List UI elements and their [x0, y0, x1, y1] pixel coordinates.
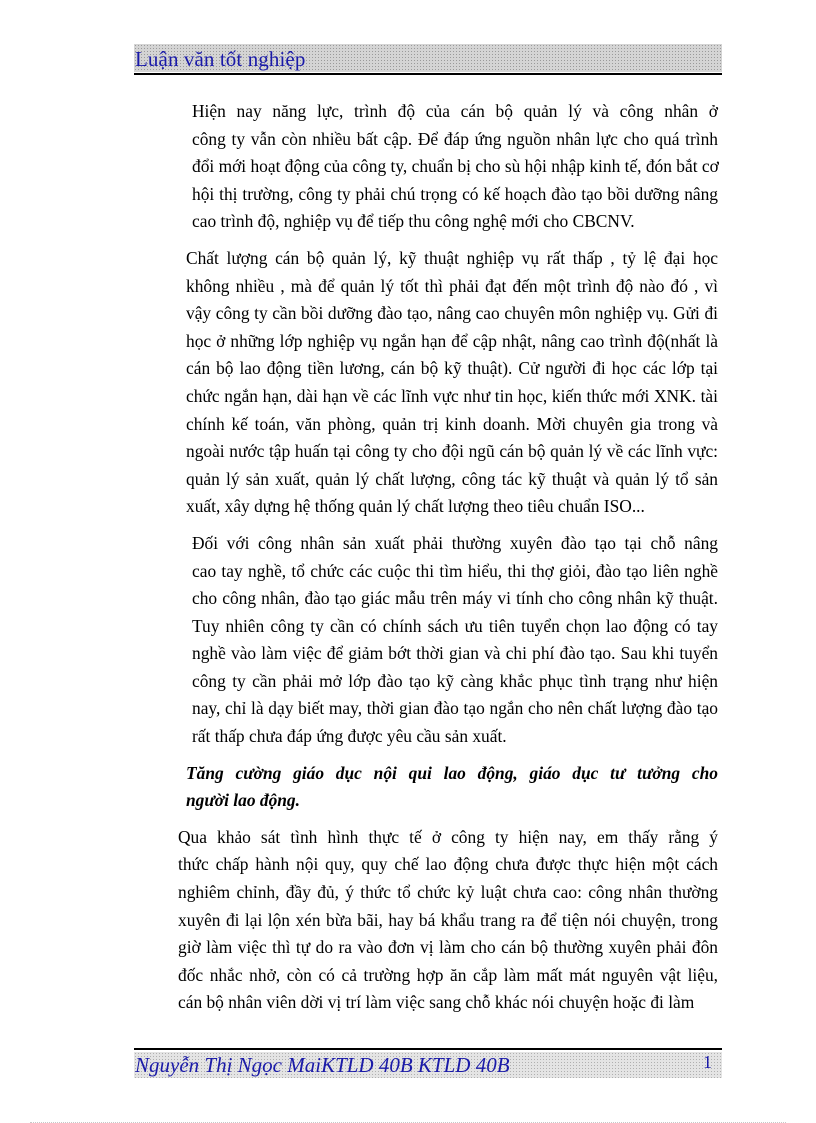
text-line: chức ngắn hạn, dài hạn về các lĩnh vực như tin học, kiến thức mới XNK. tài — [186, 385, 718, 406]
document-title: Luận văn tốt nghiệp — [135, 47, 306, 71]
text-line: nghề vào làm việc để giảm bớt thời gian và chi phí đào tạo. Sau khi tuyển — [192, 643, 718, 664]
text-line: Hiện nay năng lực, trình độ của cán bộ quản lý và công nhân ở — [192, 101, 718, 121]
heading-line: người lao động. — [186, 790, 300, 811]
footer-author: Nguyễn Thị Ngọc MaiKTLD 40B KTLD 40B — [135, 1053, 510, 1077]
text-line: cao trình độ, nghiệp vụ để tiếp thu công nghệ mới cho CBCNV. — [192, 211, 635, 232]
text-line: học ở những lớp nghiệp vụ ngắn hạn để cập nhật, nâng cao trình độ(nhất là — [186, 330, 718, 351]
heading-line: Tăng cường giáo dục nội qui lao động, giáo dục tư tưởng cho — [186, 762, 718, 783]
page-footer — [134, 1052, 722, 1078]
page-header — [134, 44, 722, 72]
text-line: đốc nhắc nhở, còn có cả trường hợp ăn cắp làm mất mát nguyên vật liệu, — [178, 964, 718, 985]
text-line: cao tay nghề, tổ chức các cuộc thi tìm hiểu, thi thợ giỏi, đào tạo liên nghề — [192, 560, 718, 581]
section-heading — [136, 760, 718, 815]
body-text — [136, 98, 718, 1026]
paragraph-4 — [136, 824, 718, 1017]
text-line: cán bộ lao động tiền lương, cán bộ kỹ thuật). Cử người đi học các lớp tại — [186, 358, 718, 379]
text-line: xuyên đi lại lộn xén bừa bãi, hay bá khẩu trang ra để tiện nói chuyện, trong — [178, 909, 718, 930]
footer-rule — [134, 1048, 722, 1050]
text-line: không nhiều , mà để quản lý tốt thì phải đạt đến một trình độ nào đó , vì — [186, 275, 718, 296]
text-line: cho công nhân, đào tạo giác mẫu trên máy vi tính cho công nhân kỹ thuật. — [192, 588, 718, 609]
text-line: xuất, xây dựng hệ thống quản lý chất lượng theo tiêu chuẩn ISO... — [186, 496, 645, 517]
text-line: công ty vẫn còn nhiều bất cập. Để đáp ứng nguồn nhân lực cho quá trình — [192, 128, 718, 149]
text-line: Đối với công nhân sản xuất phải thường xuyên đào tạo tại chỗ nâng — [192, 532, 718, 553]
text-line: đổi mới hoạt động của công ty, chuẩn bị cho sù hội nhập kinh tế, đón bắt cơ — [192, 156, 719, 177]
text-line: công ty cần phải mở lớp đào tạo kỹ càng khắc phục tình trạng như hiện — [192, 670, 718, 691]
paragraph-1 — [136, 98, 718, 236]
text-line: quản lý sản xuất, quản lý chất lượng, công tác kỹ thuật và quản lý tổ sản — [186, 468, 718, 489]
text-line: Tuy nhiên công ty cần có chính sách ưu tiên tuyển chọn lao động có tay — [192, 615, 718, 636]
text-line: rất thấp chưa đáp ứng được yêu cầu sản xuất. — [192, 726, 507, 747]
text-line: chính kế toán, văn phòng, quản trị kinh doanh. Mời chuyên gia trong và — [186, 413, 718, 434]
header-rule — [134, 73, 722, 75]
page-number: 1 — [703, 1052, 712, 1072]
text-line: Qua khảo sát tình hình thực tế ở công ty hiện nay, em thấy rằng ý — [178, 826, 718, 847]
text-line: cán bộ nhân viên dời vị trí làm việc sang chỗ khác nói chuyện hoặc đi làm — [178, 992, 695, 1013]
text-line: ngoài nước tập huấn tại công ty cho đội ngũ cán bộ quản lý về các lĩnh vực: — [186, 441, 718, 462]
text-line: vậy công ty cần bồi dưỡng đào tạo, nâng cao chuyên môn nghiệp vụ. Gửi đi — [186, 303, 718, 324]
text-line: giờ làm việc thì tự do ra vào đơn vị làm cho cán bộ thường xuyên phải đôn — [178, 937, 718, 958]
text-line: Chất lượng cán bộ quản lý, kỹ thuật nghiệp vụ rất thấp , tỷ lệ đại học — [186, 247, 718, 268]
paragraph-2 — [136, 245, 718, 521]
text-line: thức chấp hành nội quy, quy chế lao động chưa được thực hiện một cách — [178, 854, 718, 875]
text-line: nghiêm chỉnh, đầy đủ, ý thức tổ chức kỷ luật chưa cao: công nhân thường — [178, 882, 718, 903]
paragraph-3 — [136, 530, 718, 751]
text-line: hội thị trường, công ty phải chú trọng có kế hoạch đào tạo bồi dưỡng nâng — [192, 183, 718, 204]
text-line: nay, chỉ là dạy biết may, thời gian đào tạo ngắn cho nên chất lượng đào tạo — [192, 698, 718, 719]
